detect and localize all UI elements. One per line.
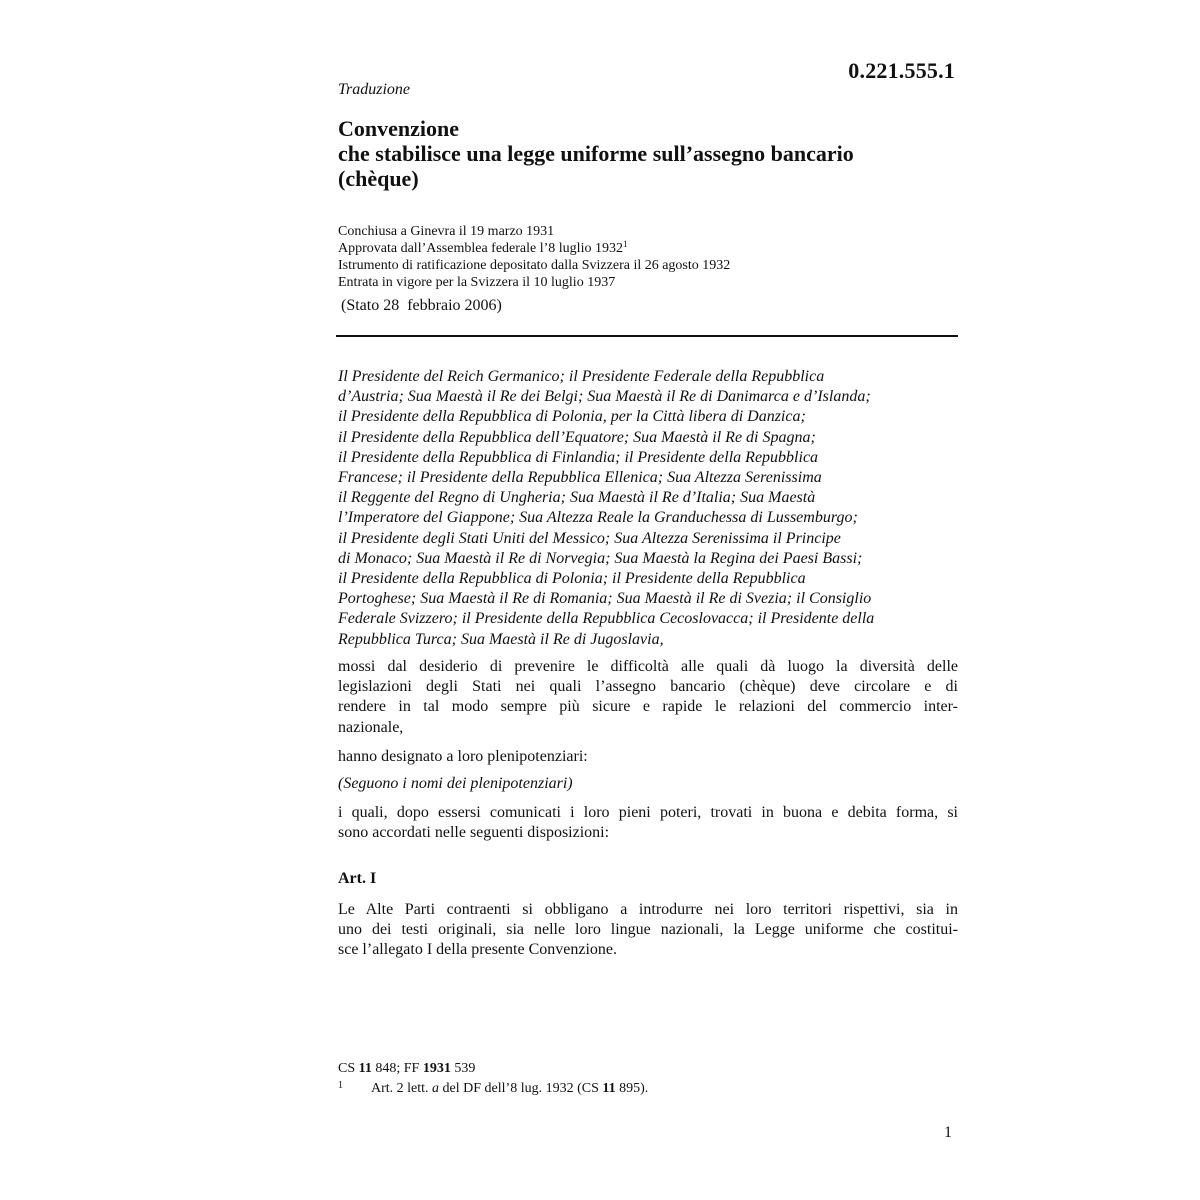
approval-date [338, 240, 958, 257]
title-line: Convenzione [338, 116, 459, 141]
concluded-date: Conchiusa a Ginevra il 19 marzo 1931 [338, 224, 555, 239]
preamble-line: Portoghese; Sua Maestà il Re di Romania; Sua Maestà il Re di Svezia; il Consiglio [338, 590, 872, 608]
recital-paragraph [338, 657, 958, 738]
preamble-line: il Presidente della Repubblica di Polonia; il Presidente della Repubblica [338, 570, 806, 588]
preamble-line: il Presidente della Repubblica dell’Equatore; Sua Maestà il Re di Spagna; [338, 428, 816, 446]
document-metadata [338, 223, 958, 291]
preamble-line: il Presidente della Repubblica di Polonia, per la Città libera di Danzica; [338, 408, 806, 426]
status-date: (Stato 28 febbraio 2006) [341, 297, 502, 314]
translation-label: Traduzione [338, 81, 411, 98]
page-number: 1 [944, 1124, 952, 1141]
preamble-line: Federale Svizzero; il Presidente della Repubblica Cecoslovacca; il Presidente della [338, 610, 875, 628]
preamble-line: il Presidente degli Stati Uniti del Messico; Sua Altezza Serenissima il Principe [338, 529, 841, 547]
preamble-line: d’Austria; Sua Maestà il Re dei Belgi; Sua Maestà il Re di Danimarca e d’Islanda; [338, 388, 871, 406]
preamble-line: l’Imperatore del Giappone; Sua Altezza Reale la Granduchessa di Lussemburgo; [338, 509, 858, 527]
paragraph-line: mossi dal desiderio di prevenire le difficoltà alle quali dà luogo la diversità delle [338, 658, 958, 675]
preamble-line: Repubblica Turca; Sua Maestà il Re di Jugoslavia, [338, 630, 664, 648]
source-year: 1931 [422, 1061, 451, 1076]
article-heading: Art. I [338, 870, 377, 887]
source-text: 848; FF [371, 1061, 423, 1076]
agreement-paragraph [338, 803, 958, 843]
source-volume: 11 [358, 1061, 372, 1076]
source-text: CS [338, 1061, 359, 1076]
paragraph-line: nazionale, [338, 718, 404, 736]
plenipotentiaries-note: (Seguono i nomi dei plenipotenziari) [338, 775, 573, 792]
header-divider [336, 335, 958, 337]
designation-paragraph: hanno designato a loro plenipotenziari: [338, 748, 588, 765]
paragraph-line: sce l’allegato I della presente Convenzione. [338, 941, 617, 959]
paragraph-line: legislazioni degli Stati nei quali l’assegno bancario (chèque) deve circolare e di [338, 678, 958, 696]
sr-number: 0.221.555.1 [848, 58, 955, 83]
paragraph-line: Le Alte Parti contraenti si obbligano a introdurre nei loro territori rispettivi, sia in [338, 901, 958, 918]
footnote-part: 895). [615, 1081, 649, 1096]
footnote-part: a [432, 1081, 440, 1096]
footnote-part: 11 [602, 1081, 616, 1096]
source-text: 539 [450, 1061, 476, 1076]
preamble-line: Il Presidente del Reich Germanico; il Presidente Federale della Repubblica [338, 368, 825, 385]
approval-text: Approvata dall’Assemblea federale l’8 luglio 1932 [338, 241, 623, 256]
paragraph-line: rendere in tal modo sempre più sicure e rapide le relazioni del commercio inter- [338, 698, 958, 716]
footnote-text [338, 1081, 648, 1096]
source-reference [338, 1059, 958, 1079]
preamble-line: di Monaco; Sua Maestà il Re di Norvegia; Sua Maestà la Regina dei Paesi Bassi; [338, 549, 863, 567]
preamble [338, 367, 960, 650]
preamble-line: il Presidente della Repubblica di Finlandia; il Presidente della Repubblica [338, 448, 819, 466]
footnote-ref[interactable]: 1 [622, 239, 628, 249]
footnote-mark: 1 [338, 1080, 343, 1091]
title-line: (chèque) [338, 166, 419, 191]
footnote-1 [338, 1079, 958, 1099]
ratification-date: Istrumento di ratificazione depositato dalla Svizzera il 26 agosto 1932 [338, 258, 731, 273]
entry-into-force-date: Entrata in vigore per la Svizzera il 10 luglio 1937 [338, 275, 616, 290]
footnotes [338, 1059, 958, 1099]
document-title [338, 116, 958, 191]
preamble-line: Francese; il Presidente della Repubblica Ellenica; Sua Altezza Serenissima [338, 469, 822, 487]
article-paragraph [338, 900, 958, 961]
paragraph-line: i quali, dopo essersi comunicati i loro pieni poteri, trovati in buona e debita forma, si [338, 804, 958, 821]
footnote-part: del DF dell’8 lug. 1932 (CS [439, 1081, 603, 1096]
preamble-line: il Reggente del Regno di Ungheria; Sua Maestà il Re d’Italia; Sua Maestà [338, 489, 816, 507]
paragraph-line: sono accordati nelle seguenti disposizioni: [338, 824, 610, 842]
paragraph-line: uno dei testi originali, sia nelle loro lingue nazionali, la Legge uniforme che costitui- [338, 921, 958, 939]
footnote-part: Art. 2 lett. [371, 1081, 433, 1096]
title-line: che stabilisce una legge uniforme sull’assegno bancario [338, 141, 854, 166]
